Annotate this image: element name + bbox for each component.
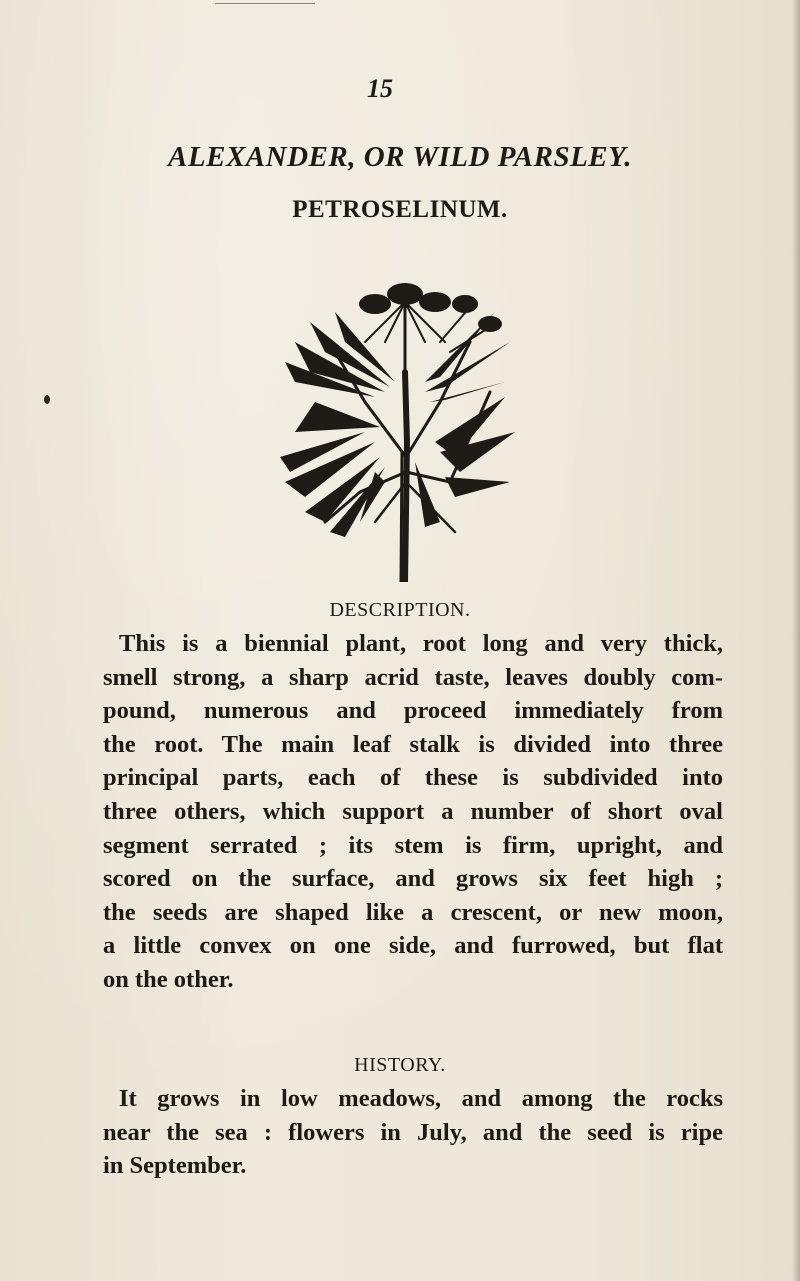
page-title: ALEXANDER, OR WILD PARSLEY.	[168, 141, 632, 173]
description-line: the seeds are shaped like a crescent, or new moon,	[103, 898, 723, 926]
latin-name: PETROSELINUM.	[292, 196, 508, 223]
description-text	[103, 627, 723, 997]
history-line: It grows in low meadows, and among the rocks	[119, 1085, 723, 1112]
description-heading: DESCRIPTION.	[329, 599, 471, 621]
description-line: on the other.	[103, 965, 234, 993]
description-line: scored on the surface, and grows six feet high ;	[103, 865, 723, 893]
history-heading: HISTORY.	[354, 1054, 446, 1076]
margin-ink-spot	[44, 395, 50, 404]
plant-illustration	[265, 282, 525, 582]
history-line: near the sea : flowers in July, and the seed is ripe	[103, 1118, 723, 1146]
history-text	[103, 1082, 723, 1183]
description-line: principal parts, each of these is subdivided into	[103, 764, 723, 792]
description-line: This is a biennial plant, root long and very thick,	[119, 630, 723, 657]
description-line: smell strong, a sharp acrid taste, leaves doubly com-	[103, 663, 723, 691]
page-edge-shadow	[792, 0, 800, 1281]
description-line: segment serrated ; its stem is firm, upright, and	[103, 831, 723, 859]
history-line: in September.	[103, 1152, 247, 1180]
description-line: a little convex on one side, and furrowed, but flat	[103, 932, 723, 960]
top-rule	[215, 3, 315, 4]
description-line: pound, numerous and proceed immediately from	[103, 697, 723, 725]
description-line: the root. The main leaf stalk is divided into three	[103, 730, 723, 758]
page-number: 15	[367, 74, 393, 103]
description-line: three others, which support a number of short oval	[103, 797, 723, 825]
